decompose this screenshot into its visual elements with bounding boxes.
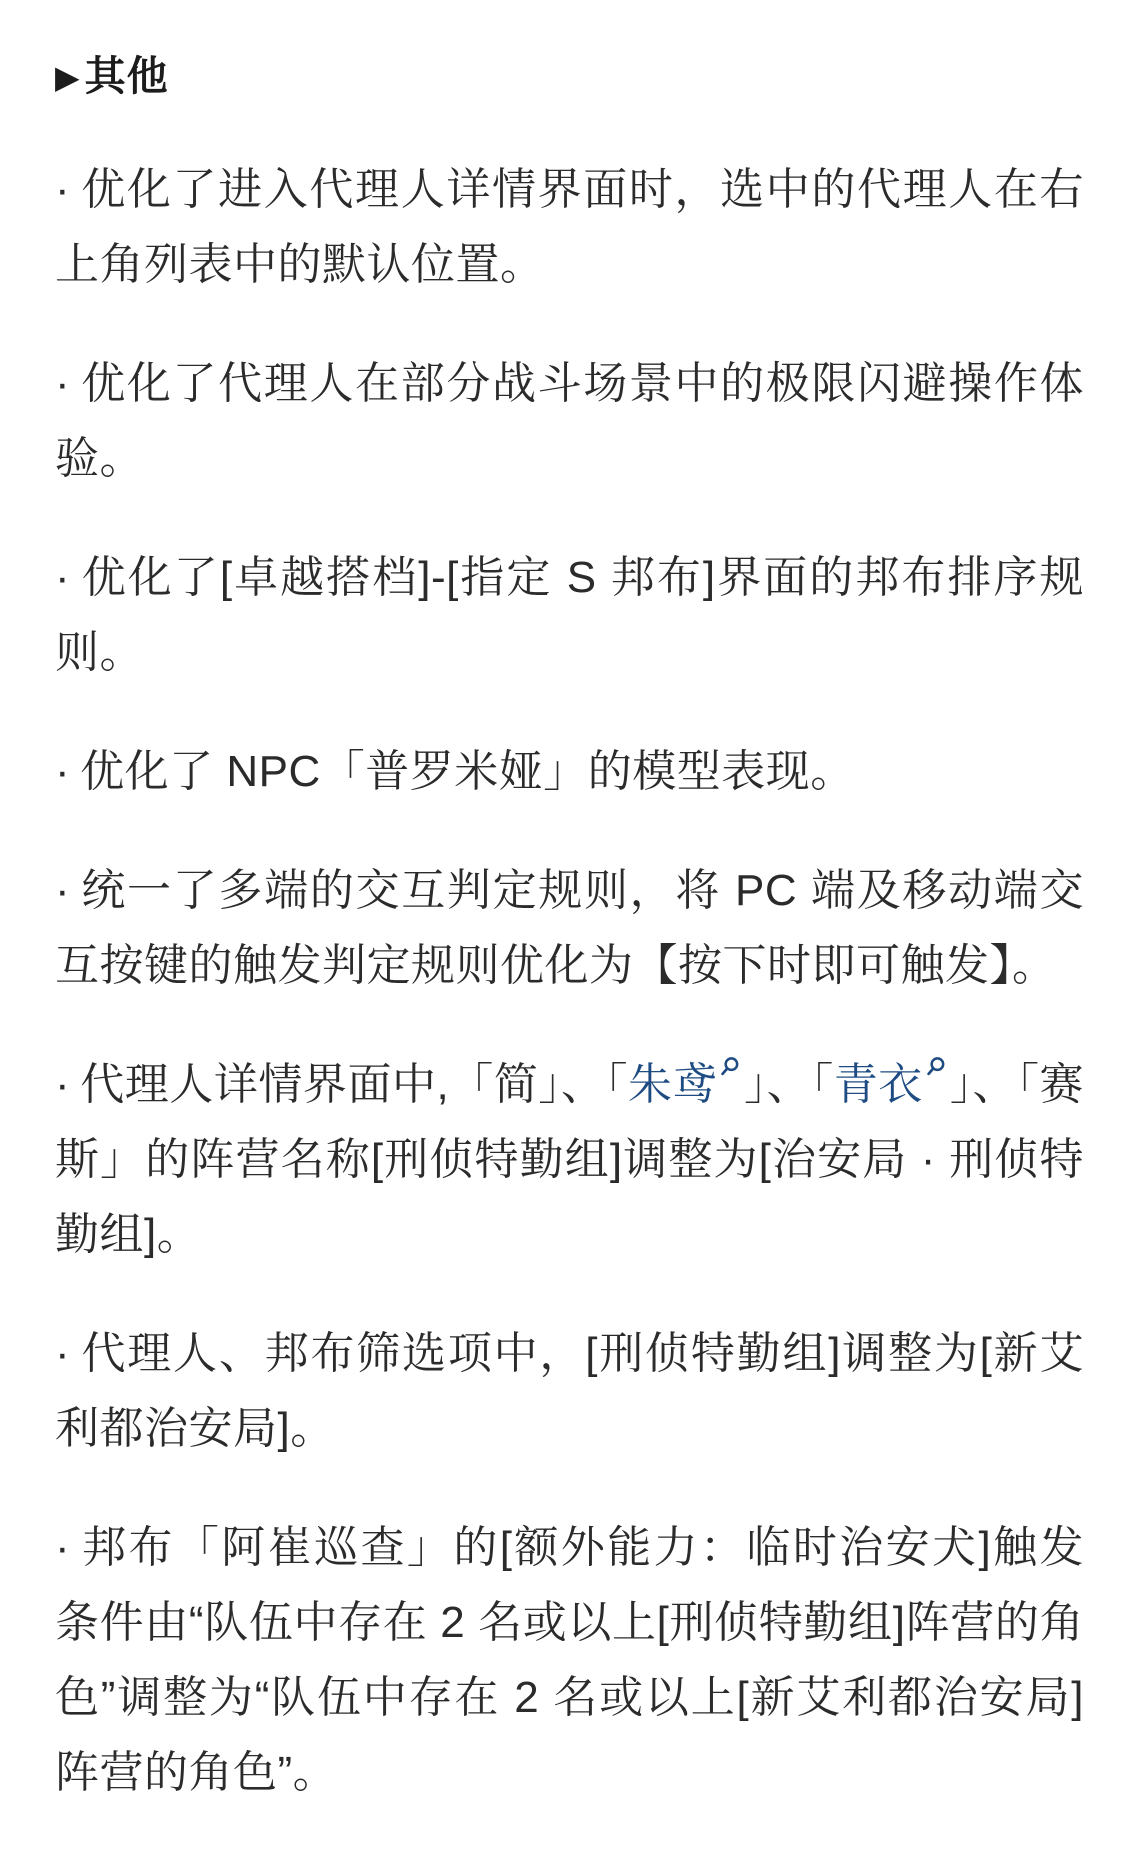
bullet-dot: · [55, 1328, 71, 1378]
bullet-dot: · [55, 746, 71, 796]
bullet-item [55, 152, 1084, 302]
text-run: 优化了 NPC「普罗米娅」的模型表现。 [80, 746, 855, 796]
bullet-item [55, 540, 1084, 690]
bullet-item [55, 1047, 1084, 1272]
bullet-dot: · [55, 1522, 71, 1572]
text-run: 统一了多端的交互判定规则，将 PC 端及移动端交互按键的触发判定规则优化为【按下时即可触发】。 [55, 865, 1084, 990]
bullet-item [55, 1510, 1084, 1810]
bullet-item [55, 1316, 1084, 1466]
text-run: 优化了进入代理人详情界面时，选中的代理人在右上角列表中的默认位置。 [55, 164, 1084, 289]
text-run: 」、「 [744, 1059, 834, 1109]
bullet-dot: · [55, 358, 71, 408]
triangle-marker-icon: ▶ [55, 59, 81, 95]
bullet-list [55, 152, 1084, 1810]
section-title [55, 46, 1084, 108]
character-link[interactable] [628, 1060, 744, 1109]
bullet-dot: · [55, 164, 71, 214]
search-icon[interactable] [924, 1056, 947, 1079]
character-link[interactable] [834, 1060, 950, 1109]
text-run: 优化了代理人在部分战斗场景中的极限闪避操作体验。 [55, 358, 1084, 483]
section-title-text: 其他 [84, 53, 169, 99]
text-run: 邦布「阿崔巡查」的[额外能力：临时治安犬]触发条件由“队伍中存在 2 名或以上[刑侦特勤组]阵营的角色”调整为“队伍中存在 2 名或以上[新艾利都治安局]阵营的角色”。 [55, 1522, 1084, 1797]
bullet-dot: · [55, 865, 71, 915]
bullet-item [55, 853, 1084, 1003]
bullet-dot: · [55, 552, 71, 602]
bullet-item [55, 734, 1084, 809]
bullet-item [55, 346, 1084, 496]
character-link-text: 朱鸢 [628, 1059, 718, 1109]
text-run: 代理人详情界面中,「简」、「 [80, 1059, 628, 1109]
search-icon[interactable] [718, 1056, 741, 1079]
text-run: 优化了[卓越搭档]-[指定 S 邦布]界面的邦布排序规则。 [55, 552, 1084, 677]
bullet-dot: · [55, 1059, 71, 1109]
character-link-text: 青衣 [833, 1059, 923, 1109]
text-run: 」、「赛斯」的阵营名称[刑侦特勤组]调整为[治安局 · 刑侦特勤组]。 [55, 1059, 1085, 1259]
text-run: 代理人、邦布筛选项中，[刑侦特勤组]调整为[新艾利都治安局]。 [55, 1328, 1084, 1453]
